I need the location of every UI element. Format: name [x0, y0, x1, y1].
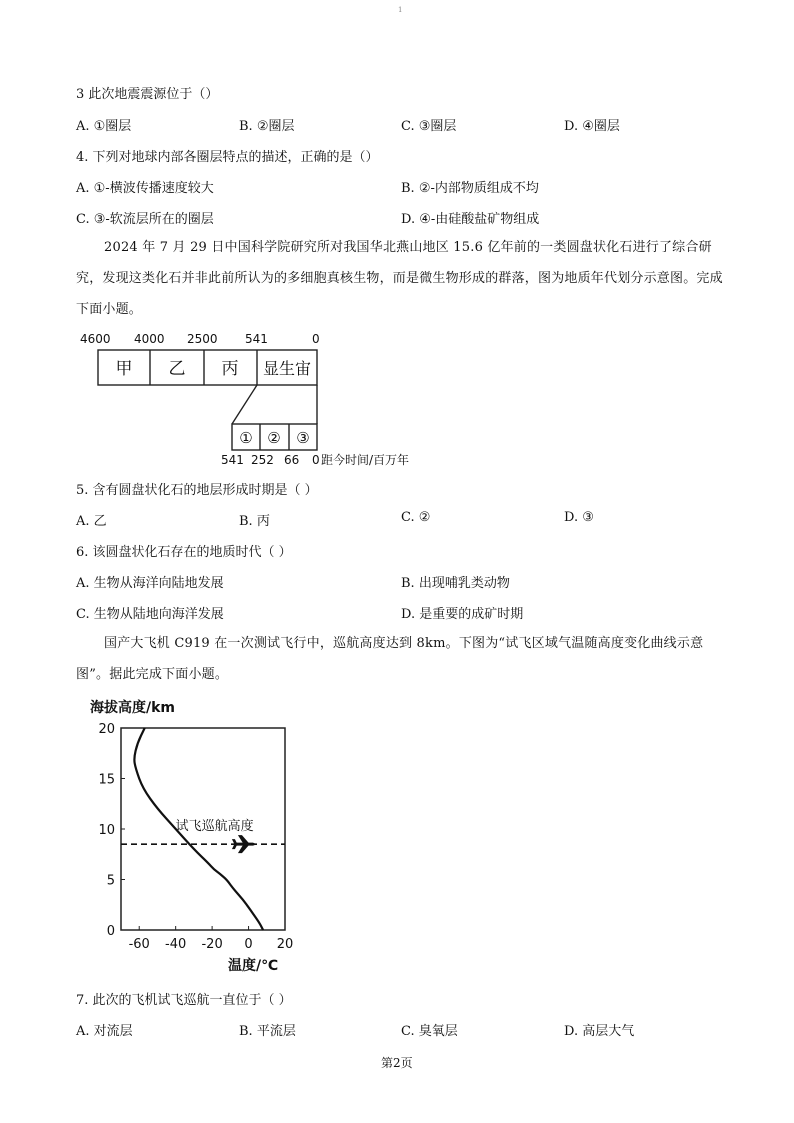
y-tick-label: 10	[98, 823, 115, 838]
q3-option-c: C. ③圈层	[401, 119, 457, 134]
timeline-bottom-tick: 66	[284, 453, 300, 467]
era-1: ①	[239, 429, 253, 447]
timeline-top-tick: 4600	[80, 332, 111, 346]
timeline-top-tick: 541	[245, 332, 268, 346]
x-tick-label: 20	[276, 937, 294, 952]
q6-stem: 6. 该圆盘状化石存在的地质时代（ ）	[76, 545, 292, 560]
timeline-bottom-tick: 252	[251, 453, 274, 467]
q7-option-c: C. 臭氧层	[401, 1024, 458, 1039]
eon-yi: 乙	[168, 359, 186, 379]
top-mark: 1	[398, 6, 403, 14]
q3-option-d: D. ④圈层	[564, 119, 620, 134]
x-tick-label: 0	[244, 937, 253, 952]
q4-stem: 4. 下列对地球内部各圈层特点的描述，正确的是（）	[76, 150, 379, 165]
eon-bing: 丙	[221, 359, 239, 379]
q5-option-a: A. 乙	[76, 514, 107, 529]
cruise-altitude-label: 试飞巡航高度	[175, 819, 254, 835]
q5-stem: 5. 含有圆盘状化石的地层形成时期是（ ）	[76, 483, 318, 498]
timeline-top-tick: 0	[312, 332, 320, 346]
q7-stem: 7. 此次的飞机试飞巡航一直位于（ ）	[76, 993, 292, 1008]
timeline-bottom-tick: 0	[312, 453, 320, 467]
q5-option-c: C. ②	[401, 510, 431, 525]
timeline-top-tick: 2500	[187, 332, 218, 346]
x-tick-label: -20	[201, 937, 223, 952]
q7-option-b: B. 平流层	[239, 1024, 296, 1039]
q3-option-b: B. ②圈层	[239, 119, 295, 134]
timeline-bottom-tick: 541	[221, 453, 244, 467]
passage-c919: 国产大飞机 C919 在一次测试飞行中，巡航高度达到 8km。下图为“试飞区域气温随高度变化曲线示意图”。据此完成下面小题。	[76, 636, 704, 682]
passage-fossil: 2024 年 7 月 29 日中国科学院研究所对我国华北燕山地区 15.6 亿年前的一类圆盘状化石进行了综合研究，发现这类化石并非此前所认为的多细胞真核生物，而是微生物形成的群落，图为地质年代划分示意图。完成下面小题。	[76, 240, 723, 317]
timeline-top-tick: 4000	[134, 332, 165, 346]
q3-stem: 3 此次地震震源位于（）	[76, 87, 219, 102]
q4-option-b: B. ②-内部物质组成不均	[401, 181, 539, 196]
era-3: ③	[296, 429, 310, 447]
q6-option-b: B. 出现哺乳类动物	[401, 576, 510, 591]
q5-option-b: B. 丙	[239, 514, 270, 529]
x-tick-label: -60	[128, 937, 150, 952]
airplane-icon	[232, 835, 256, 853]
geologic-timeline-diagram	[76, 328, 436, 468]
temperature-altitude-chart	[76, 694, 366, 984]
q6-option-d: D. 是重要的成矿时期	[401, 607, 524, 622]
chart-xlabel: 温度/℃	[228, 958, 279, 974]
y-tick-label: 20	[98, 722, 115, 737]
q4-option-c: C. ③-软流层所在的圈层	[76, 212, 214, 227]
y-tick-label: 5	[106, 873, 115, 889]
page-footer: 第2页	[381, 1056, 413, 1070]
eon-jia: 甲	[115, 359, 133, 379]
q6-option-a: A. 生物从海洋向陆地发展	[76, 576, 224, 591]
x-tick-label: -40	[165, 937, 187, 952]
y-tick-label: 15	[98, 772, 115, 788]
timeline-axis-label: 距今时间/百万年	[321, 453, 410, 467]
q4-option-d: D. ④-由硅酸盐矿物组成	[401, 212, 540, 227]
q3-option-a: A. ①圈层	[76, 119, 132, 134]
q5-option-d: D. ③	[564, 510, 594, 525]
q7-option-a: A. 对流层	[76, 1024, 133, 1039]
eon-phanerozoic: 显生宙	[262, 359, 312, 378]
chart-ylabel: 海拔高度/km	[90, 700, 176, 716]
y-tick-label: 0	[106, 924, 115, 939]
q6-option-c: C. 生物从陆地向海洋发展	[76, 607, 224, 622]
era-2: ②	[267, 429, 281, 447]
q7-option-d: D. 高层大气	[564, 1024, 635, 1039]
q4-option-a: A. ①-横波传播速度较大	[76, 181, 214, 196]
